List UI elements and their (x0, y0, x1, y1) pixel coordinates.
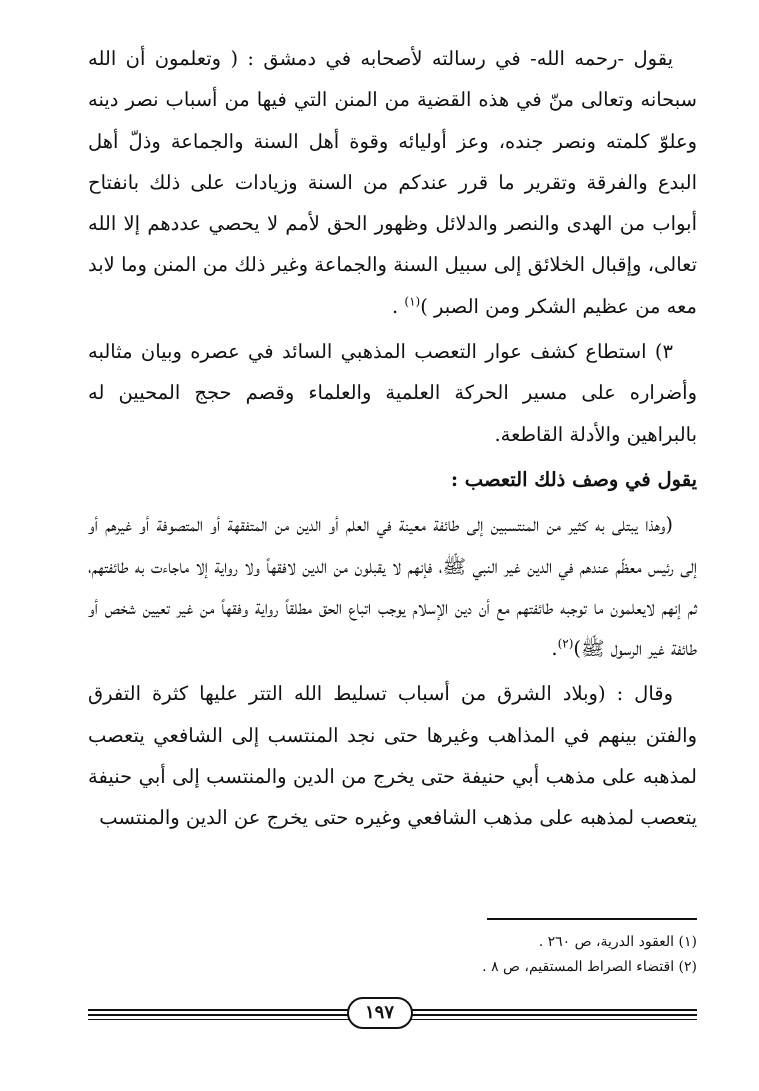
paragraph-quote-damascus (88, 38, 697, 327)
section-heading: يقول في وصف ذلك التعصب : (450, 467, 697, 491)
page-number: ١٩٧ (347, 997, 413, 1029)
footnote-marker-2: (٢) (557, 636, 574, 651)
paragraph-quote-east: وقال : (وبلاد الشرق من أسباب تسليط الله التتر عليها كثرة التفرق والفتن بينهم في المذاهب وغيرها حتى نجد المنتسب إلى الشافعي يتعصب لمذهبه على مذهب أبي حنيفة حتى يخرج من الدين والمنتسب إلى أبي حنيفة يتعصب لمذهبه على مذهب الشافعي وغيره حتى يخرج عن الدين والمنتسب (88, 682, 697, 830)
footnote-marker-1: (١) (404, 294, 421, 309)
footnote-separator (487, 918, 697, 920)
paragraph-text: (وهذا يبتلى به كثير من المنتسبين إلى طائفة معينة في العلم أو الدين من المتفقهة أو المتصوفة أو غيرهم أو إلى رئيس معظّم عندهم في الدين غير النبي ﷺ، فإنهم لا يقبلون من الدين لافقهاً ولا رواية إلا ماجاءت به طائفتهم، ثم إنهم لايعلمون ما توجبه طائفتهم مع أن دين الإسلام يوجب اتباع الحق مطلقاً رواية وفقهاً من غير تعيين شخص أو طائفة غير الرسول ﷺ) (88, 513, 697, 661)
paragraph-end: . (391, 294, 405, 318)
main-text (88, 38, 697, 839)
footnotes (88, 930, 697, 980)
footnote-1: (١) العقود الدرية، ص ٢٦٠ . (538, 934, 697, 950)
paragraph-quote-fanaticism (88, 504, 697, 669)
paragraph-end: . (551, 637, 558, 661)
paragraph-point-3: ٣) استطاع كشف عوار التعصب المذهبي السائد في عصره وبيان مثالبه وأضراره على مسير الحركة العلمية والعلماء وقصم حجج المحيين له بالبراهين والأدلة القاطعة. (88, 340, 697, 446)
paragraph-text: يقول -رحمه الله- في رسالته لأصحابه في دمشق : ( وتعلمون أن الله سبحانه وتعالى منّ في هذه القضية من المنن التي فيها من أسباب نصر دينه وعلوّ كلمته ونصر جنده، وعز أوليائه وقوة أهل السنة والجماعة وذلّ أهل البدع والفرقة وتقرير ما قرر عندكم من السنة وزيادات على ذلك بانفتاح أبواب من الهدى والنصر والدلائل وظهور الحق لأمم لا يحصي عددهم إلا الله تعالى، وإقبال الخلائق إلى سبيل السنة والجماعة وغير ذلك من المنن وما لابد معه من عظيم الشكر ومن الصبر ) (88, 47, 697, 318)
footnote-2: (٢) اقتضاء الصراط المستقيم، ص ٨ . (482, 959, 697, 975)
